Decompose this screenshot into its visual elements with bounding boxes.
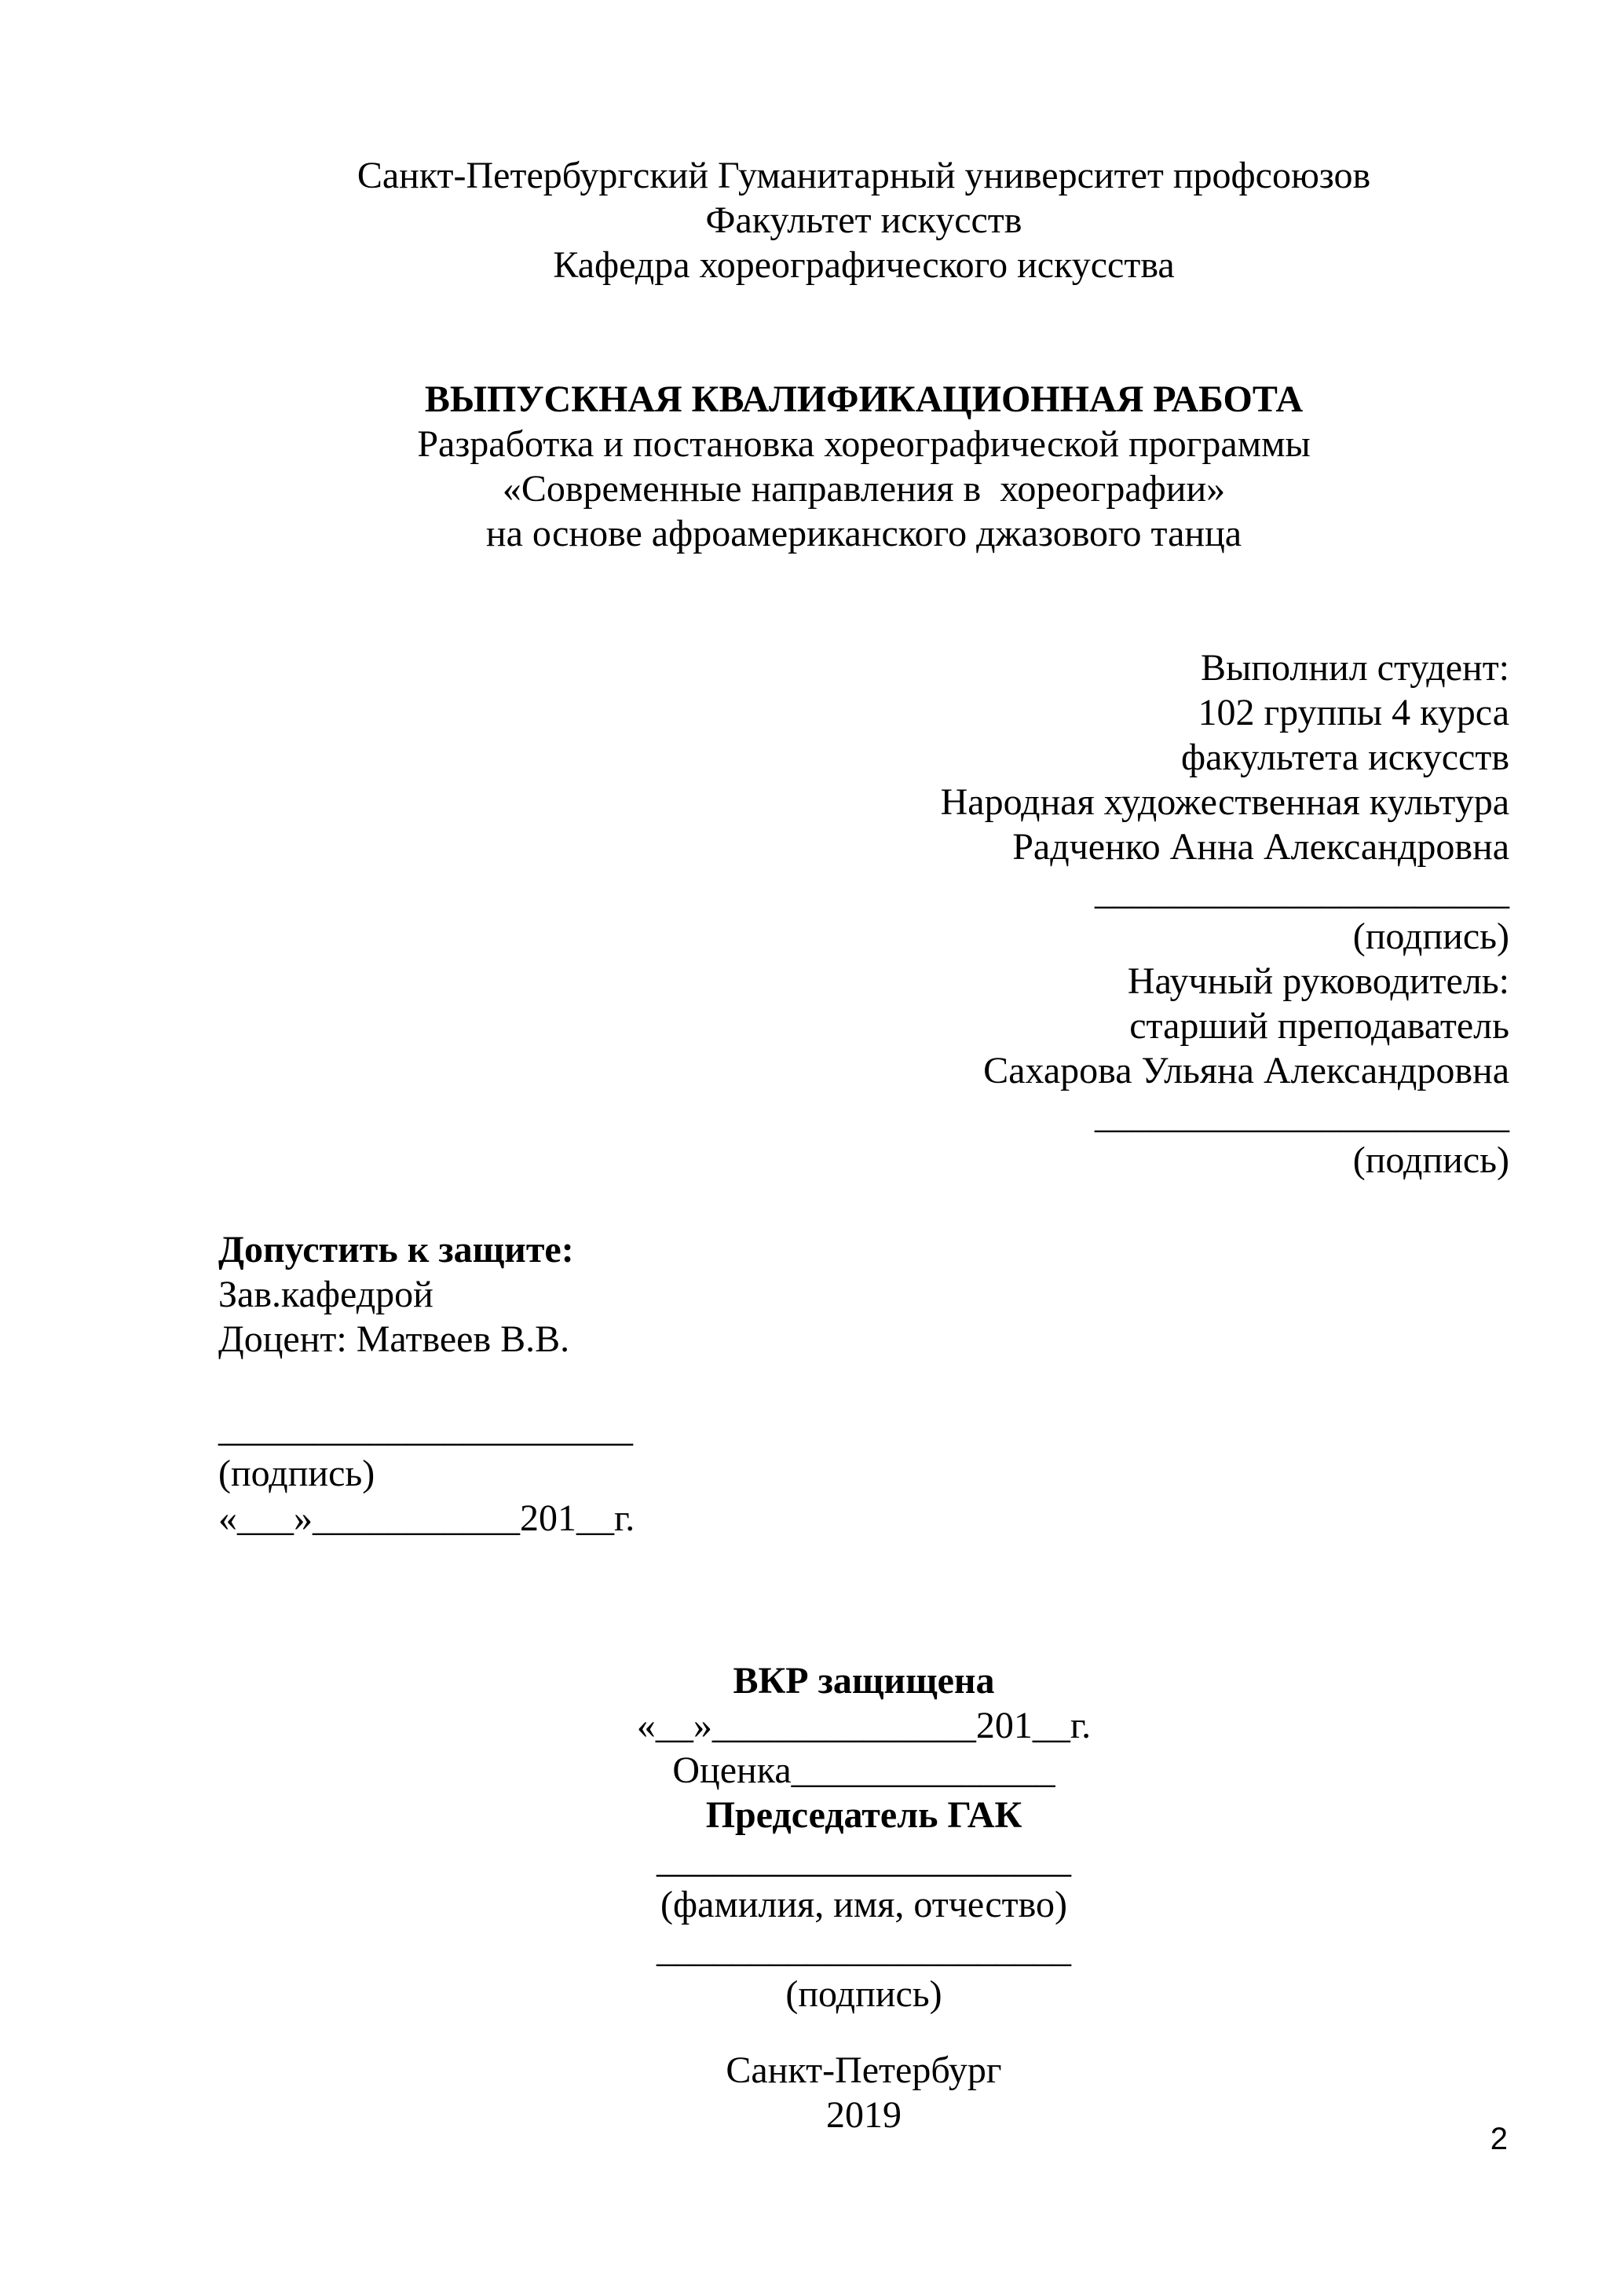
admission-role: Зав.кафедрой	[218, 1274, 433, 1315]
chairman-name-caption: (фамилия, имя, отчество)	[660, 1884, 1067, 1925]
chairman-signature-line: ______________________	[657, 1929, 1071, 1970]
supervisor-name: Сахарова Ульяна Александровна	[983, 1050, 1509, 1091]
thesis-title-block	[218, 377, 1509, 556]
supervisor-signature-line: ______________________	[1095, 1095, 1509, 1136]
faculty-name: Факультет искусств	[705, 199, 1022, 241]
admission-block	[218, 1227, 1509, 1541]
defense-heading: ВКР защищена	[733, 1660, 995, 1702]
defense-block	[218, 1658, 1509, 2016]
page-number: 2	[1490, 2122, 1508, 2156]
institution-header	[218, 153, 1509, 287]
defense-grade-line: Оценка______________	[672, 1749, 1055, 1791]
student-name: Радченко Анна Александровна	[1012, 826, 1509, 868]
chairman-signature-caption: (подпись)	[785, 1973, 942, 2015]
footer-city: Санкт-Петербург	[726, 2049, 1002, 2091]
chairman-heading: Председатель ГАК	[705, 1794, 1022, 1836]
student-and-supervisor-block	[218, 645, 1509, 1183]
supervisor-signature-caption: (подпись)	[1352, 1139, 1509, 1181]
admission-signature-line: ______________________	[218, 1408, 633, 1450]
student-faculty: факультета искусств	[1181, 737, 1509, 778]
admission-heading: Допустить к защите:	[218, 1229, 574, 1270]
supervisor-position: старший преподаватель	[1129, 1005, 1509, 1047]
department-name: Кафедра хореографического искусства	[553, 244, 1175, 286]
supervisor-label: Научный руководитель:	[1127, 960, 1509, 1002]
thesis-title-line-1: Разработка и постановка хореографической программы	[417, 423, 1311, 465]
admission-person: Доцент: Матвеев В.В.	[218, 1318, 570, 1360]
thesis-type-heading: ВЫПУСКНАЯ КВАЛИФИКАЦИОННАЯ РАБОТА	[424, 378, 1304, 420]
performed-by-label: Выполнил студент:	[1201, 647, 1509, 689]
student-program: Народная художественная культура	[940, 781, 1509, 823]
student-signature-line: ______________________	[1095, 871, 1509, 912]
footer-city-year	[218, 2048, 1509, 2137]
admission-date-line: «___»___________201__г.	[218, 1497, 635, 1539]
defense-date-line: «__»______________201__г.	[636, 1705, 1092, 1746]
student-group: 102 группы 4 курса	[1198, 692, 1509, 733]
thesis-title-line-2: «Современные направления в хореографии»	[502, 468, 1226, 510]
chairman-name-line: ______________________	[657, 1839, 1071, 1881]
student-signature-caption: (подпись)	[1352, 916, 1509, 957]
thesis-title-line-3: на основе афроамериканского джазового танца	[485, 513, 1242, 554]
university-name: Санкт-Петербургский Гуманитарный университет профсоюзов	[357, 155, 1371, 196]
footer-year: 2019	[826, 2094, 902, 2136]
spacer-line	[218, 1362, 1509, 1406]
admission-signature-caption: (подпись)	[218, 1453, 375, 1494]
